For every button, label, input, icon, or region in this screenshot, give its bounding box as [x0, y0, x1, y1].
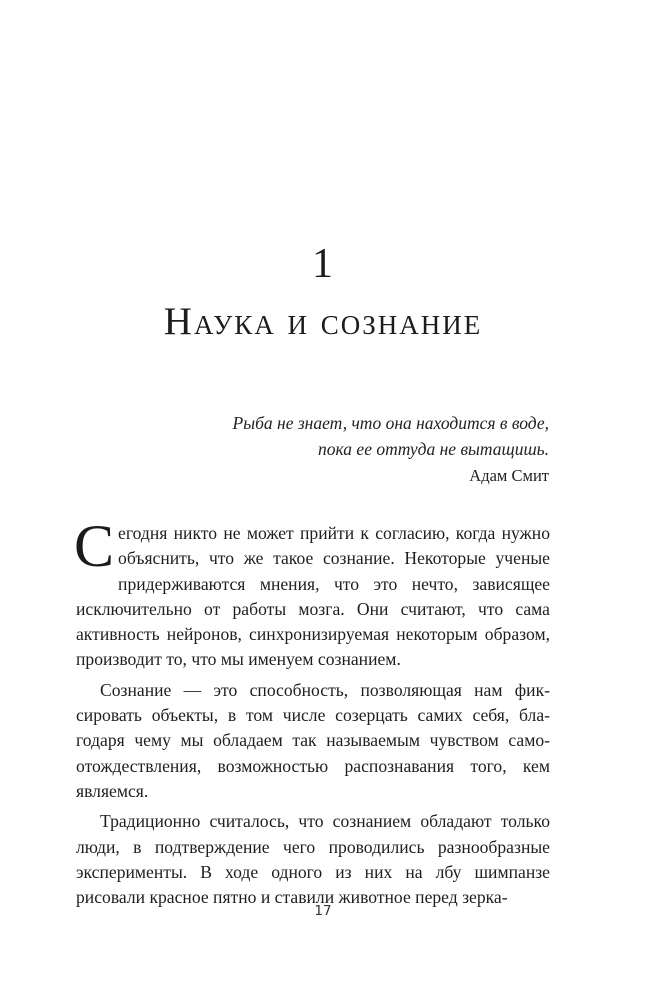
- epigraph-line: Рыба не знает, что она находится в воде,: [232, 413, 549, 433]
- epigraph-line: пока ее оттуда не вытащишь.: [318, 439, 549, 459]
- epigraph-author: Адам Смит: [469, 466, 549, 485]
- page-number: 17: [314, 903, 332, 919]
- chapter-number: 1: [312, 241, 334, 287]
- chapter-body: [74, 513, 550, 915]
- paragraph-text: егодня никто не может прийти к согласию, когда нужно объяснить, что же такое сознание. Некоторые ученые придерживаются мнения, что это нечто, зависящее исключительно от работы мозга. Они считают, что сама активность нейронов, синхронизируемая некоторым образом, производит то, что мы именуем сознанием.: [76, 523, 550, 670]
- drop-cap: С: [74, 513, 115, 579]
- paragraph: [74, 513, 550, 673]
- paragraph: Сознание — это способность, позволяющая нам фиксировать объекты, в том числе созерцать самих себя, благодаря чему мы обладаем так называемым чувством самоотождествления, возможностью распознавания того, кем являемся.: [76, 679, 550, 801]
- chapter-title: Наука и сознание: [163, 300, 483, 343]
- paragraph: Традиционно считалось, что сознанием обладают только люди, в подтверждение чего проводились разнообразные эксперименты. В ходе одного из них на лбу шимпанзе рисовали красное пятно и ставили животное перед зерка-: [76, 811, 550, 908]
- epigraph: [129, 410, 549, 462]
